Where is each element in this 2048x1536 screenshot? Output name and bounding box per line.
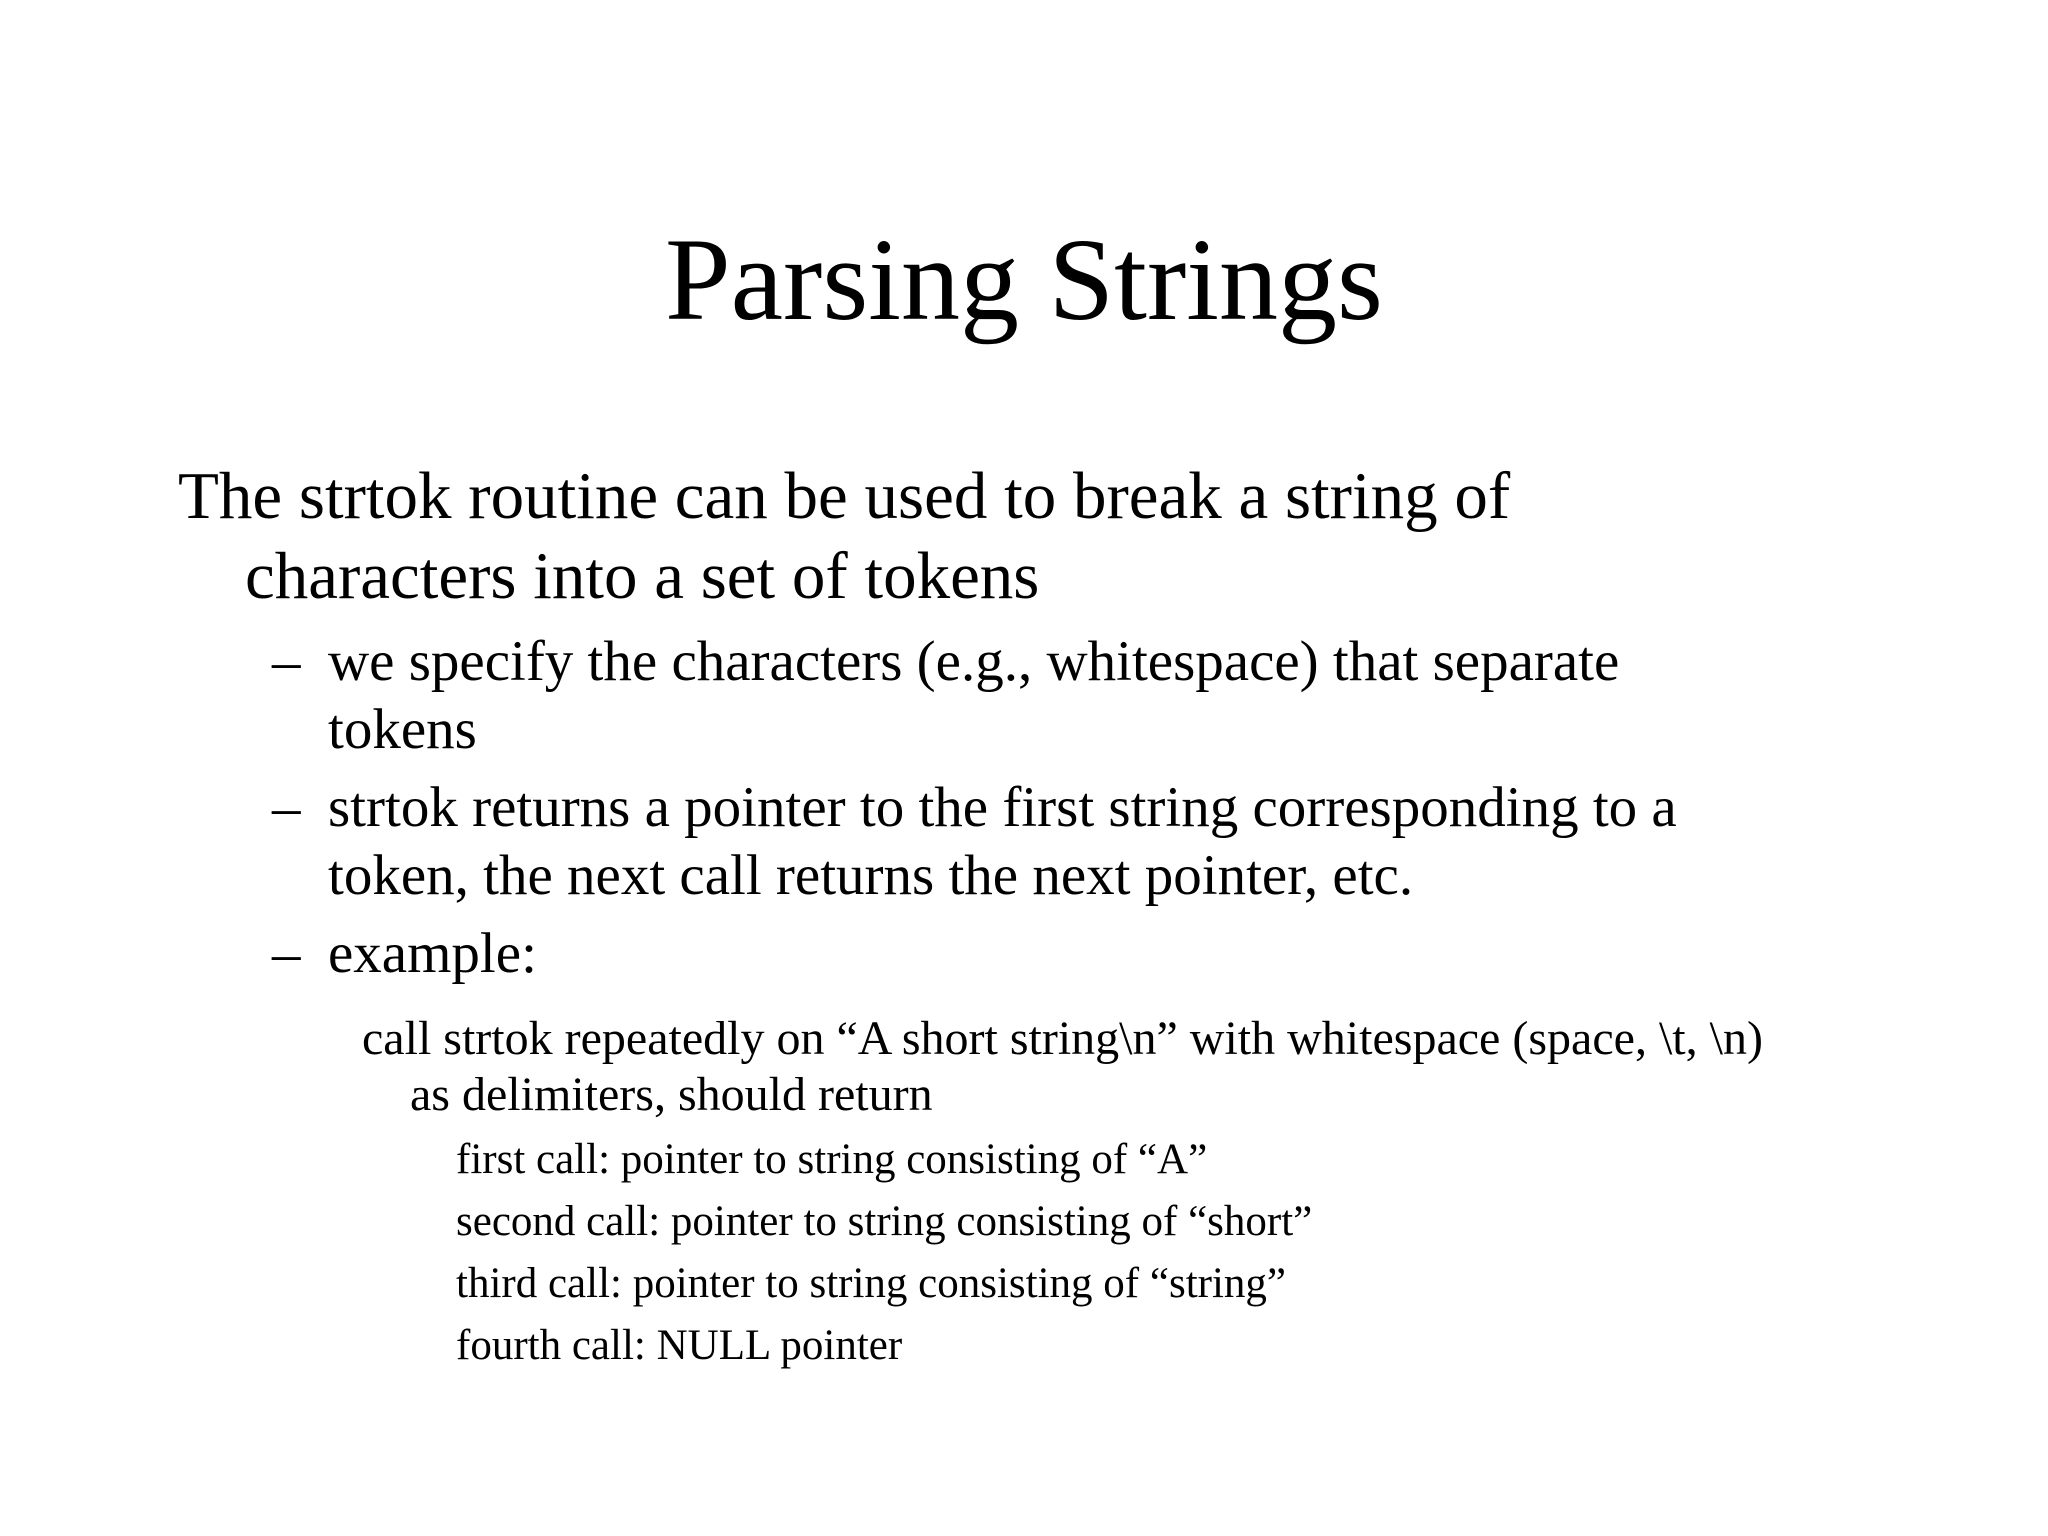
main-bullet-line-1: The strtok routine can be used to break a string of (178, 459, 1511, 533)
example-line-1: call strtok repeatedly on “A short string\n” with whitespace (space, \t, \n) (362, 1012, 1763, 1065)
call-item-4: fourth call: NULL pointer (456, 1322, 903, 1369)
dash-bullet-icon: – (272, 776, 301, 839)
sub-bullet-1-line-1: we specify the characters (e.g., whitespace) that separate (328, 630, 1620, 693)
dash-bullet-icon: – (272, 630, 301, 693)
example-line-2: as delimiters, should return (410, 1068, 933, 1121)
call-item-2: second call: pointer to string consisting of “short” (456, 1198, 1313, 1245)
dash-bullet-icon: – (272, 922, 301, 985)
call-item-1: first call: pointer to string consisting of “A” (456, 1136, 1208, 1183)
sub-bullet-1-line-2: tokens (328, 698, 477, 761)
sub-bullet-2-line-2: token, the next call returns the next pointer, etc. (328, 844, 1414, 907)
slide-title: Parsing Strings (665, 214, 1383, 345)
main-bullet-line-2: characters into a set of tokens (245, 539, 1040, 613)
call-item-3: third call: pointer to string consisting of “string” (456, 1260, 1286, 1307)
sub-bullet-2-line-1: strtok returns a pointer to the first string corresponding to a (328, 776, 1677, 839)
sub-bullet-3-line-1: example: (328, 922, 537, 985)
